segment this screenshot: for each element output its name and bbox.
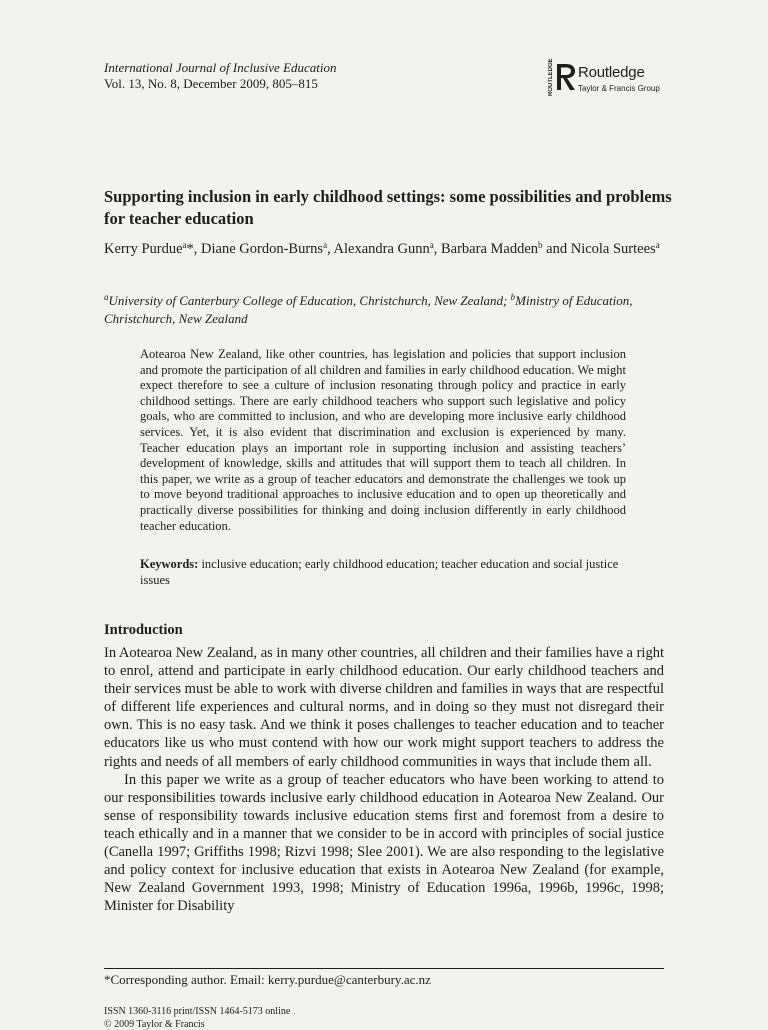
affiliation-mark: b xyxy=(510,292,516,302)
author-affiliation-mark: b xyxy=(538,240,543,250)
author-affiliation-mark: a xyxy=(182,240,187,250)
corresponding-author-mark: * xyxy=(186,241,194,257)
affiliation-list xyxy=(104,292,674,328)
copyright-line: © 2009 Taylor & Francis xyxy=(104,1019,205,1030)
journal-volume: Vol. 13, No. 8, December 2009, 805–815 xyxy=(104,76,318,91)
introduction-body xyxy=(104,644,664,915)
author-separator: , xyxy=(433,241,441,257)
author-separator: , xyxy=(327,241,334,257)
author-affiliation-mark: a xyxy=(429,240,434,250)
author-name: Barbara Madden xyxy=(441,241,539,257)
keywords-list: inclusive education; early childhood education; teacher education and social justice issues xyxy=(140,557,619,587)
affiliation-text: Ministry of Education, Christchurch, New Zealand xyxy=(104,293,633,326)
author-name: Alexandra Gunn xyxy=(333,241,430,257)
author-separator: , xyxy=(193,241,202,257)
keywords-label: Keywords: xyxy=(140,557,199,571)
corresponding-author-footnote: *Corresponding author. Email: kerry.purdue@canterbury.ac.nz xyxy=(104,972,431,987)
author-separator: and xyxy=(542,241,571,257)
routledge-r-icon xyxy=(554,60,578,98)
abstract: Aotearoa New Zealand, like other countries, has legislation and policies that support inclusion and promote the participation of all children and families in early childhood education. We might expect therefore to see a culture of inclusion resonating through policy and practice in early childhood settings. There are early childhood teachers who support such legislative and policy goals, who are committed to inclusion, and who are developing more inclusive early childhood services. Yet, it is also evident that discrimination and exclusion is experienced by many. Teacher education plays an important role in supporting inclusion and assisting teachers’ development of knowledge, skills and attitudes that will support them to teach all children. In this paper, we write as a group of teacher educators and demonstrate the challenges we took up to move beyond traditional approaches to inclusive education and to open up theoretically and practically diverse possibilities for thinking and doing inclusion differently in early childhood teacher education. xyxy=(140,347,626,533)
author-affiliation-mark: a xyxy=(323,240,328,250)
author-name: Nicola Surtees xyxy=(570,241,656,257)
author-affiliation-mark: a xyxy=(655,240,660,250)
footnote-divider xyxy=(104,968,664,969)
journal-header xyxy=(104,60,337,92)
affiliation-text: University of Canterbury College of Education, Christchurch, New Zealand; xyxy=(108,293,511,308)
body-paragraph: In this paper we write as a group of teacher educators who have been working to attend to our responsibilities towards inclusive early childhood education in Aotearoa New Zealand. Our sense of responsibility towards inclusive education stems first and foremost from a desire to teach ethically and in a manner that we consider to be in accord with principles of social justice (Canella 1997; Griffiths 1998; Rizvi 1998; Slee 2001). We are also responding to the legislative and policy context for inclusive education that exists in Aotearoa New Zealand (for example, New Zealand Government 1993, 1998; Ministry of Education 1996a, 1996b, 1996c, 1998; Minister for Disability xyxy=(104,771,664,915)
body-paragraph: In Aotearoa New Zealand, as in many other countries, all children and their families have a right to enrol, attend and participate in early childhood education. Our early childhood teachers and their services must be able to work with diverse children and families in ways that are respectful of different life experiences and cultural norms, and in doing so they must not disregard their own. This is no easy task. And we think it poses challenges to teacher education and to teacher educators like us who must contend with how our work might support teachers to address the rights and needs of all members of early childhood communities in ways that include them all. xyxy=(104,645,664,770)
journal-name: International Journal of Inclusive Education xyxy=(104,60,337,75)
author-name: Kerry Purdue xyxy=(104,241,183,257)
publisher-logo xyxy=(548,60,678,100)
publisher-vertical-mark: ROUTLEDGE xyxy=(548,58,554,96)
publisher-group: Taylor & Francis Group xyxy=(578,84,660,93)
author-name: Diane Gordon-Burns xyxy=(201,241,324,257)
section-heading-introduction: Introduction xyxy=(104,622,183,638)
keywords xyxy=(140,556,626,588)
publisher-name: Routledge xyxy=(578,64,645,81)
article-title: Supporting inclusion in early childhood settings: some possibilities and problems for teacher education xyxy=(104,187,672,228)
issn-line: ISSN 1360-3116 print/ISSN 1464-5173 online xyxy=(104,1006,291,1017)
author-list xyxy=(104,240,674,259)
affiliation-mark: a xyxy=(104,292,109,302)
